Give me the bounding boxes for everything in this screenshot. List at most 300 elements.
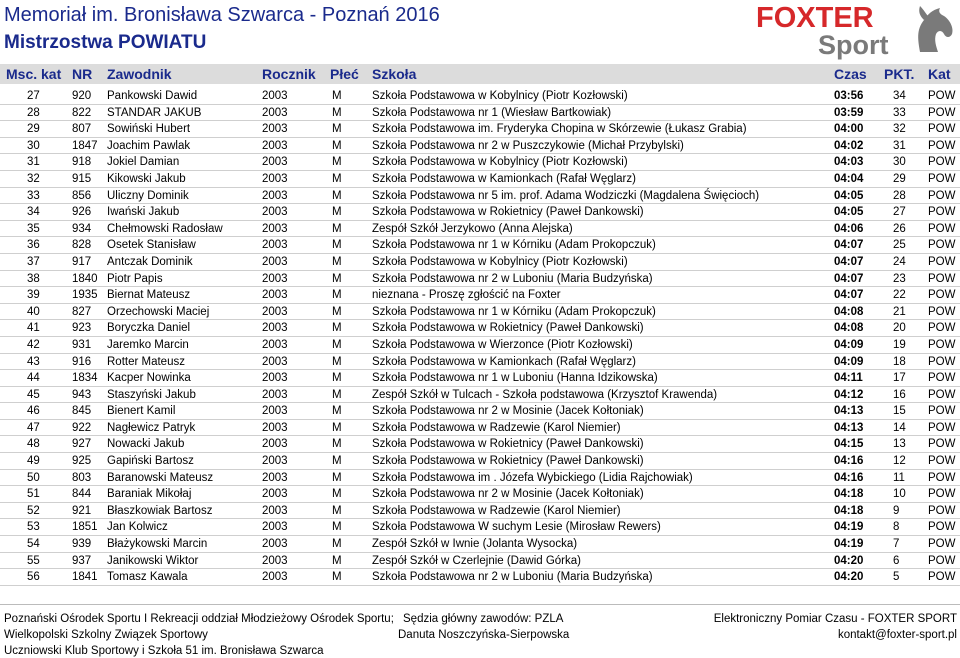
number-cell: 1847 xyxy=(72,139,98,152)
category-cell: POW xyxy=(928,355,956,368)
year-cell: 2003 xyxy=(262,106,288,119)
points-cell: 16 xyxy=(893,388,906,401)
position-cell: 47 xyxy=(27,421,40,434)
sex-cell: M xyxy=(332,421,342,434)
points-cell: 33 xyxy=(893,106,906,119)
time-cell: 04:07 xyxy=(834,289,864,302)
category-cell: POW xyxy=(928,289,956,302)
points-cell: 28 xyxy=(893,189,906,202)
school-cell: Szkoła Podstawowa nr 2 w Puszczykowie (Michał Przybylski) xyxy=(372,139,684,152)
time-cell: 04:07 xyxy=(834,272,864,285)
category-cell: POW xyxy=(928,305,956,318)
school-cell: Szkoła Podstawowa w Rokietnicy (Paweł Dankowski) xyxy=(372,206,644,219)
position-cell: 45 xyxy=(27,388,40,401)
position-cell: 48 xyxy=(27,438,40,451)
school-cell: Szkoła Podstawowa w Kobylnicy (Piotr Kozłowski) xyxy=(372,255,628,268)
sex-cell: M xyxy=(332,471,342,484)
points-cell: 7 xyxy=(893,538,900,551)
points-cell: 31 xyxy=(893,139,906,152)
position-cell: 52 xyxy=(27,504,40,517)
school-cell: Szkoła Podstawowa w Radzewie (Karol Niemier) xyxy=(372,504,621,517)
table-row xyxy=(0,503,960,520)
table-row xyxy=(0,420,960,437)
sex-cell: M xyxy=(332,272,342,285)
athlete-cell: Antczak Dominik xyxy=(107,255,193,268)
time-cell: 04:13 xyxy=(834,405,864,418)
position-cell: 46 xyxy=(27,405,40,418)
year-cell: 2003 xyxy=(262,455,288,468)
category-cell: POW xyxy=(928,405,956,418)
sex-cell: M xyxy=(332,206,342,219)
sex-cell: M xyxy=(332,305,342,318)
header-position: Msc. kat xyxy=(6,66,62,82)
category-cell: POW xyxy=(928,372,956,385)
points-cell: 10 xyxy=(893,488,906,501)
sex-cell: M xyxy=(332,189,342,202)
sex-cell: M xyxy=(332,222,342,235)
footer-contact-email[interactable]: kontakt@foxter-sport.pl xyxy=(837,629,957,641)
table-row xyxy=(0,387,960,404)
points-cell: 24 xyxy=(893,255,906,268)
number-cell: 807 xyxy=(72,123,92,136)
sex-cell: M xyxy=(332,504,342,517)
category-cell: POW xyxy=(928,139,956,152)
sex-cell: M xyxy=(332,338,342,351)
points-cell: 18 xyxy=(893,355,906,368)
time-cell: 04:12 xyxy=(834,388,864,401)
school-cell: Zespół Szkół Jerzykowo (Anna Alejska) xyxy=(372,222,573,235)
athlete-cell: Błażykowski Marcin xyxy=(107,538,208,551)
number-cell: 937 xyxy=(72,554,92,567)
time-cell: 04:05 xyxy=(834,206,864,219)
points-cell: 19 xyxy=(893,338,906,351)
athlete-cell: Orzechowski Maciej xyxy=(107,305,210,318)
table-row xyxy=(0,337,960,354)
athlete-cell: Gapiński Bartosz xyxy=(107,455,194,468)
time-cell: 04:19 xyxy=(834,521,864,534)
number-cell: 844 xyxy=(72,488,92,501)
sex-cell: M xyxy=(332,90,342,102)
position-cell: 39 xyxy=(27,289,40,302)
points-cell: 6 xyxy=(893,554,900,567)
sex-cell: M xyxy=(332,355,342,368)
time-cell: 04:16 xyxy=(834,471,864,484)
header-points: PKT. xyxy=(884,66,915,82)
category-cell: POW xyxy=(928,156,956,169)
category-cell: POW xyxy=(928,123,956,136)
athlete-cell: Janikowski Wiktor xyxy=(107,554,199,567)
school-cell: Szkoła Podstawowa nr 1 w Kórniku (Adam Prokopczuk) xyxy=(372,239,656,252)
number-cell: 921 xyxy=(72,504,92,517)
school-cell: Szkoła Podstawowa w Rokietnicy (Paweł Dankowski) xyxy=(372,438,644,451)
footer-timing: Elektroniczny Pomiar Czasu - FOXTER SPORT xyxy=(713,613,957,625)
position-cell: 42 xyxy=(27,338,40,351)
time-cell: 04:20 xyxy=(834,554,864,567)
year-cell: 2003 xyxy=(262,554,288,567)
number-cell: 828 xyxy=(72,239,92,252)
table-row xyxy=(0,287,960,304)
category-cell: POW xyxy=(928,106,956,119)
logo-bottom-text: Sport xyxy=(818,30,889,60)
school-cell: Szkoła Podstawowa im. Fryderyka Chopina w Skórzewie (Łukasz Grabia) xyxy=(372,123,747,136)
category-cell: POW xyxy=(928,504,956,517)
header-category: Kat xyxy=(928,66,951,82)
time-cell: 04:18 xyxy=(834,488,864,501)
year-cell: 2003 xyxy=(262,504,288,517)
time-cell: 04:13 xyxy=(834,421,864,434)
time-cell: 04:15 xyxy=(834,438,864,451)
athlete-cell: Joachim Pawlak xyxy=(107,139,191,152)
category-cell: POW xyxy=(928,421,956,434)
year-cell: 2003 xyxy=(262,239,288,252)
table-row xyxy=(0,154,960,171)
school-cell: Szkoła Podstawowa w Kobylnicy (Piotr Kozłowski) xyxy=(372,90,628,102)
points-cell: 15 xyxy=(893,405,906,418)
school-cell: Szkoła Podstawowa nr 1 (Wiesław Bartkowiak) xyxy=(372,106,612,119)
school-cell: Zespół Szkół w Iwnie (Jolanta Wysocka) xyxy=(372,538,578,551)
athlete-cell: Uliczny Dominik xyxy=(107,189,189,202)
time-cell: 04:05 xyxy=(834,189,864,202)
header-year: Rocznik xyxy=(262,66,316,82)
table-row xyxy=(0,569,960,586)
year-cell: 2003 xyxy=(262,521,288,534)
sex-cell: M xyxy=(332,139,342,152)
athlete-cell: Bienert Kamil xyxy=(107,405,176,418)
table-row xyxy=(0,138,960,155)
athlete-cell: Staszyński Jakub xyxy=(107,388,196,401)
page-subtitle: Mistrzostwa POWIATU xyxy=(4,32,207,53)
athlete-cell: Boryczka Daniel xyxy=(107,322,191,335)
sex-cell: M xyxy=(332,156,342,169)
sex-cell: M xyxy=(332,388,342,401)
position-cell: 41 xyxy=(27,322,40,335)
number-cell: 923 xyxy=(72,322,92,335)
time-cell: 04:20 xyxy=(834,571,864,584)
table-row xyxy=(0,453,960,470)
category-cell: POW xyxy=(928,521,956,534)
points-cell: 29 xyxy=(893,172,906,185)
table-row xyxy=(0,403,960,420)
athlete-cell: Baraniak Mikołaj xyxy=(107,488,192,501)
school-cell: Szkoła Podstawowa w Kobylnicy (Piotr Kozłowski) xyxy=(372,156,628,169)
number-cell: 939 xyxy=(72,538,92,551)
sex-cell: M xyxy=(332,172,342,185)
time-cell: 04:02 xyxy=(834,139,864,152)
time-cell: 04:09 xyxy=(834,355,864,368)
number-cell: 931 xyxy=(72,338,92,351)
table-row xyxy=(0,188,960,205)
number-cell: 917 xyxy=(72,255,92,268)
table-row xyxy=(0,370,960,387)
year-cell: 2003 xyxy=(262,421,288,434)
school-cell: nieznana - Proszę zgłościć na Foxter xyxy=(372,289,561,302)
points-cell: 26 xyxy=(893,222,906,235)
number-cell: 934 xyxy=(72,222,92,235)
athlete-cell: Jokiel Damian xyxy=(107,156,180,169)
position-cell: 49 xyxy=(27,455,40,468)
points-cell: 21 xyxy=(893,305,906,318)
header-number: NR xyxy=(72,66,93,82)
school-cell: Szkoła Podstawowa w Radzewie (Karol Niemier) xyxy=(372,421,621,434)
athlete-cell: Kacper Nowinka xyxy=(107,372,191,385)
school-cell: Zespół Szkół w Czerlejnie (Dawid Górka) xyxy=(372,554,581,567)
time-cell: 04:03 xyxy=(834,156,864,169)
category-cell: POW xyxy=(928,388,956,401)
school-cell: Szkoła Podstawowa W suchym Lesie (Mirosław Rewers) xyxy=(372,521,661,534)
school-cell: Szkoła Podstawowa nr 2 w Luboniu (Maria Budzyńska) xyxy=(372,272,653,285)
number-cell: 943 xyxy=(72,388,92,401)
category-cell: POW xyxy=(928,189,956,202)
year-cell: 2003 xyxy=(262,405,288,418)
footer-organizer-3: Uczniowski Klub Sportowy i Szkoła 51 im. Bronisława Szwarca xyxy=(4,645,324,657)
sex-cell: M xyxy=(332,405,342,418)
category-cell: POW xyxy=(928,239,956,252)
athlete-cell: Tomasz Kawala xyxy=(107,571,188,584)
number-cell: 856 xyxy=(72,189,92,202)
year-cell: 2003 xyxy=(262,206,288,219)
number-cell: 822 xyxy=(72,106,92,119)
position-cell: 56 xyxy=(27,571,40,584)
category-cell: POW xyxy=(928,538,956,551)
number-cell: 1841 xyxy=(72,571,98,584)
points-cell: 17 xyxy=(893,372,906,385)
table-row xyxy=(0,519,960,536)
table-row xyxy=(0,436,960,453)
footer-organizer-2: Wielkopolski Szkolny Związek Sportowy xyxy=(4,629,208,641)
points-cell: 30 xyxy=(893,156,906,169)
position-cell: 32 xyxy=(27,172,40,185)
athlete-cell: Jan Kolwicz xyxy=(107,521,168,534)
year-cell: 2003 xyxy=(262,338,288,351)
time-cell: 03:59 xyxy=(834,106,864,119)
athlete-cell: STANDAR JAKUB xyxy=(107,106,202,119)
table-row xyxy=(0,354,960,371)
year-cell: 2003 xyxy=(262,388,288,401)
number-cell: 845 xyxy=(72,405,92,418)
sex-cell: M xyxy=(332,571,342,584)
position-cell: 50 xyxy=(27,471,40,484)
position-cell: 53 xyxy=(27,521,40,534)
category-cell: POW xyxy=(928,206,956,219)
sex-cell: M xyxy=(332,322,342,335)
points-cell: 23 xyxy=(893,272,906,285)
athlete-cell: Osetek Stanisław xyxy=(107,239,196,252)
number-cell: 926 xyxy=(72,206,92,219)
time-cell: 04:07 xyxy=(834,255,864,268)
header-sex: Płeć xyxy=(330,66,359,82)
position-cell: 40 xyxy=(27,305,40,318)
time-cell: 04:08 xyxy=(834,305,864,318)
category-cell: POW xyxy=(928,471,956,484)
year-cell: 2003 xyxy=(262,172,288,185)
athlete-cell: Chełmowski Radosław xyxy=(107,222,223,235)
sex-cell: M xyxy=(332,239,342,252)
number-cell: 922 xyxy=(72,421,92,434)
school-cell: Szkoła Podstawowa nr 2 w Mosinie (Jacek Kołtoniak) xyxy=(372,488,644,501)
category-cell: POW xyxy=(928,571,956,584)
category-cell: POW xyxy=(928,255,956,268)
school-cell: Szkoła Podstawowa nr 2 w Luboniu (Maria Budzyńska) xyxy=(372,571,653,584)
results-table-body xyxy=(0,88,960,586)
sex-cell: M xyxy=(332,521,342,534)
athlete-cell: Kikowski Jakub xyxy=(107,172,186,185)
year-cell: 2003 xyxy=(262,189,288,202)
athlete-cell: Jaremko Marcin xyxy=(107,338,189,351)
footer-judge-label: Sędzia główny zawodów: PZLA xyxy=(403,613,564,625)
year-cell: 2003 xyxy=(262,156,288,169)
header-time: Czas xyxy=(834,66,867,82)
position-cell: 35 xyxy=(27,222,40,235)
sex-cell: M xyxy=(332,106,342,119)
position-cell: 51 xyxy=(27,488,40,501)
table-row xyxy=(0,105,960,122)
school-cell: Szkoła Podstawowa w Kamionkach (Rafał Węglarz) xyxy=(372,355,636,368)
category-cell: POW xyxy=(928,322,956,335)
time-cell: 04:07 xyxy=(834,239,864,252)
school-cell: Szkoła Podstawowa nr 1 w Luboniu (Hanna Idzikowska) xyxy=(372,372,658,385)
position-cell: 36 xyxy=(27,239,40,252)
category-cell: POW xyxy=(928,90,956,102)
table-row xyxy=(0,221,960,238)
category-cell: POW xyxy=(928,438,956,451)
horse-head-icon xyxy=(918,6,952,52)
table-row xyxy=(0,271,960,288)
time-cell: 04:18 xyxy=(834,504,864,517)
position-cell: 29 xyxy=(27,123,40,136)
time-cell: 04:16 xyxy=(834,455,864,468)
sex-cell: M xyxy=(332,289,342,302)
category-cell: POW xyxy=(928,338,956,351)
category-cell: POW xyxy=(928,172,956,185)
points-cell: 22 xyxy=(893,289,906,302)
sex-cell: M xyxy=(332,438,342,451)
number-cell: 1935 xyxy=(72,289,98,302)
position-cell: 27 xyxy=(27,90,40,102)
table-row xyxy=(0,470,960,487)
school-cell: Szkoła Podstawowa nr 5 im. prof. Adama Wodziczki (Magdalena Święcioch) xyxy=(372,189,760,202)
table-row xyxy=(0,254,960,271)
category-cell: POW xyxy=(928,455,956,468)
table-row xyxy=(0,121,960,138)
athlete-cell: Rotter Mateusz xyxy=(107,355,185,368)
number-cell: 803 xyxy=(72,471,92,484)
time-cell: 04:06 xyxy=(834,222,864,235)
table-row xyxy=(0,320,960,337)
time-cell: 04:19 xyxy=(834,538,864,551)
points-cell: 5 xyxy=(893,571,900,584)
points-cell: 12 xyxy=(893,455,906,468)
school-cell: Szkoła Podstawowa w Rokietnicy (Paweł Dankowski) xyxy=(372,455,644,468)
number-cell: 927 xyxy=(72,438,92,451)
athlete-cell: Sowiński Hubert xyxy=(107,123,191,136)
category-cell: POW xyxy=(928,488,956,501)
number-cell: 1834 xyxy=(72,372,98,385)
footer-divider xyxy=(0,604,960,605)
position-cell: 34 xyxy=(27,206,40,219)
points-cell: 11 xyxy=(893,471,905,484)
points-cell: 14 xyxy=(893,421,906,434)
athlete-cell: Błaszkowiak Bartosz xyxy=(107,504,213,517)
school-cell: Szkoła Podstawowa im . Józefa Wybickiego (Lidia Rajchowiak) xyxy=(372,471,693,484)
athlete-cell: Nagłewicz Patryk xyxy=(107,421,196,434)
results-table-header xyxy=(0,64,960,84)
time-cell: 04:08 xyxy=(834,322,864,335)
position-cell: 31 xyxy=(27,156,40,169)
year-cell: 2003 xyxy=(262,139,288,152)
number-cell: 920 xyxy=(72,90,92,102)
table-row xyxy=(0,486,960,503)
number-cell: 827 xyxy=(72,305,92,318)
position-cell: 54 xyxy=(27,538,40,551)
points-cell: 9 xyxy=(893,504,900,517)
foxter-sport-logo xyxy=(750,0,960,60)
year-cell: 2003 xyxy=(262,471,288,484)
school-cell: Szkoła Podstawowa nr 2 w Mosinie (Jacek Kołtoniak) xyxy=(372,405,644,418)
footer-judge-name: Danuta Noszczyńska-Sierpowska xyxy=(398,629,570,641)
school-cell: Szkoła Podstawowa nr 1 w Kórniku (Adam Prokopczuk) xyxy=(372,305,656,318)
year-cell: 2003 xyxy=(262,322,288,335)
athlete-cell: Pankowski Dawid xyxy=(107,90,198,102)
table-row xyxy=(0,237,960,254)
year-cell: 2003 xyxy=(262,272,288,285)
time-cell: 04:11 xyxy=(834,372,863,385)
athlete-cell: Piotr Papis xyxy=(107,272,163,285)
year-cell: 2003 xyxy=(262,90,288,102)
position-cell: 30 xyxy=(27,139,40,152)
position-cell: 43 xyxy=(27,355,40,368)
points-cell: 13 xyxy=(893,438,906,451)
year-cell: 2003 xyxy=(262,222,288,235)
number-cell: 1840 xyxy=(72,272,98,285)
sex-cell: M xyxy=(332,123,342,136)
header-athlete: Zawodnik xyxy=(107,66,172,82)
logo-top-text: FOXTER xyxy=(756,2,874,34)
year-cell: 2003 xyxy=(262,355,288,368)
school-cell: Szkoła Podstawowa w Rokietnicy (Paweł Dankowski) xyxy=(372,322,644,335)
school-cell: Szkoła Podstawowa w Kamionkach (Rafał Węglarz) xyxy=(372,172,636,185)
table-row xyxy=(0,171,960,188)
table-row xyxy=(0,204,960,221)
table-row xyxy=(0,536,960,553)
category-cell: POW xyxy=(928,272,956,285)
position-cell: 38 xyxy=(27,272,40,285)
time-cell: 03:56 xyxy=(834,90,864,102)
points-cell: 25 xyxy=(893,239,906,252)
position-cell: 44 xyxy=(27,372,40,385)
year-cell: 2003 xyxy=(262,305,288,318)
category-cell: POW xyxy=(928,222,956,235)
category-cell: POW xyxy=(928,554,956,567)
year-cell: 2003 xyxy=(262,438,288,451)
time-cell: 04:00 xyxy=(834,123,864,136)
sex-cell: M xyxy=(332,538,342,551)
footer-organizer-1: Poznański Ośrodek Sportu I Rekreacji oddział Młodzieżowy Ośrodek Sportu; xyxy=(4,613,394,625)
points-cell: 8 xyxy=(893,521,900,534)
athlete-cell: Baranowski Mateusz xyxy=(107,471,214,484)
sex-cell: M xyxy=(332,488,342,501)
header-school: Szkoła xyxy=(372,66,417,82)
athlete-cell: Iwański Jakub xyxy=(107,206,180,219)
number-cell: 918 xyxy=(72,156,92,169)
time-cell: 04:09 xyxy=(834,338,864,351)
page-title: Memoriał im. Bronisława Szwarca - Poznań 2016 xyxy=(4,4,440,26)
table-row xyxy=(0,304,960,321)
athlete-cell: Nowacki Jakub xyxy=(107,438,185,451)
athlete-cell: Biernat Mateusz xyxy=(107,289,191,302)
number-cell: 915 xyxy=(72,172,92,185)
table-row xyxy=(0,553,960,570)
sex-cell: M xyxy=(332,255,342,268)
